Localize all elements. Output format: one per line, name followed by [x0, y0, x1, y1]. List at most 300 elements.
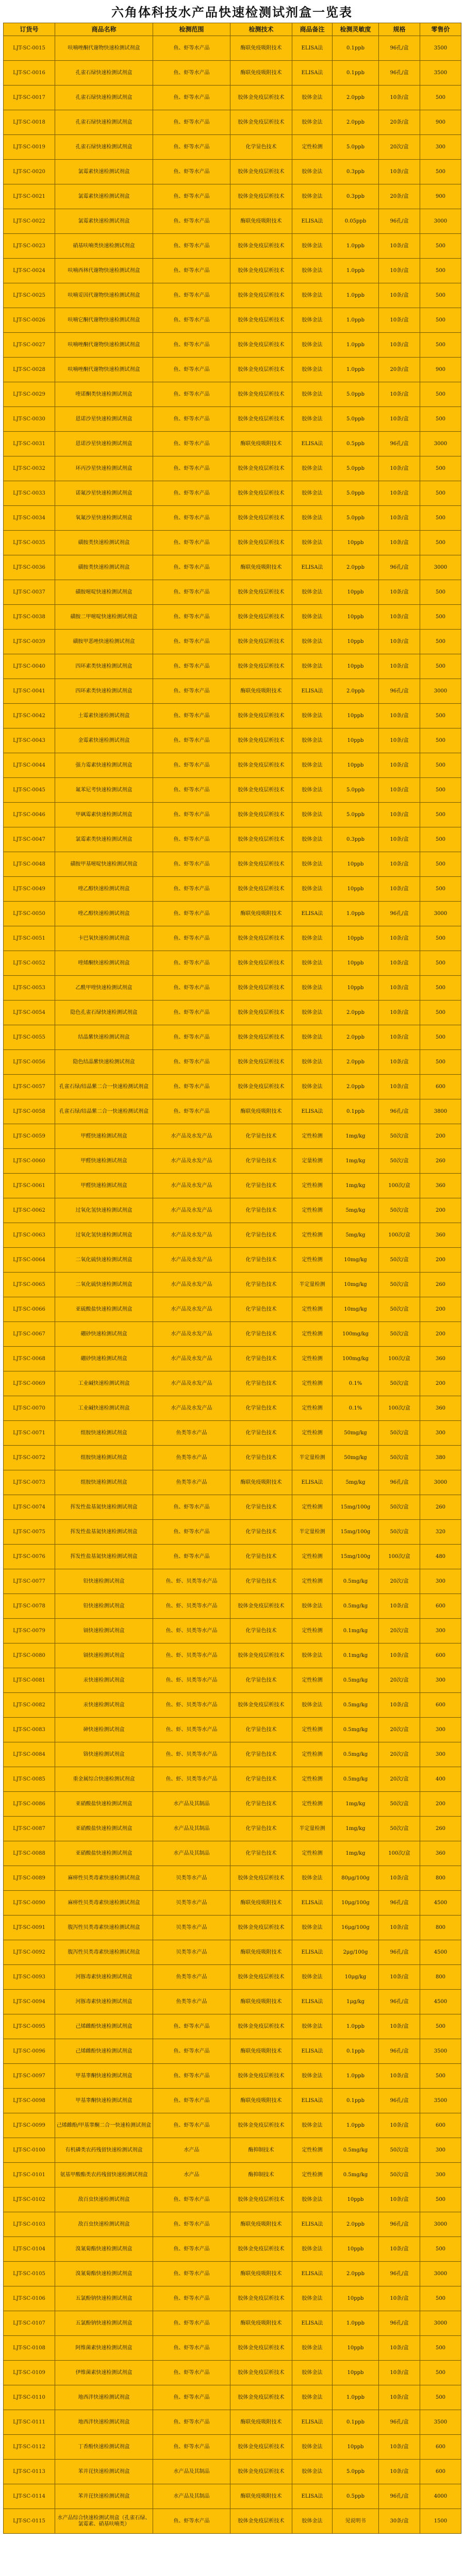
cell-product-name: 水产品综合快速检测试剂盒（孔雀石绿、氯霉素、硝基呋喃类） [55, 2509, 153, 2534]
cell-product-note: ELISA法 [292, 1470, 333, 1495]
cell-product-note: 胶体金法 [292, 728, 333, 753]
table-row [4, 1223, 461, 1248]
cell-product-name: 甲基睾酮快速检测试剂盒 [55, 2089, 153, 2113]
cell-detection-range: 鱼、虾、贝类等水产品 [153, 1718, 230, 1742]
cell-retail-price: 500 [420, 308, 461, 333]
cell-retail-price: 300 [420, 1569, 461, 1594]
table-row [4, 1545, 461, 1569]
cell-product-note: 胶体金法 [292, 976, 333, 1001]
cell-detection-technique: 胶体金免疫层析技术 [230, 728, 292, 753]
cell-sensitivity: 10ppb [333, 852, 379, 877]
cell-product-name: 磺胺类快速检测试剂盒 [55, 531, 153, 555]
cell-specification: 96孔/盒 [379, 2311, 420, 2336]
cell-product-name: 五氯酚钠快速检测试剂盒 [55, 2286, 153, 2311]
header-product-note: 商品备注 [292, 23, 333, 36]
cell-product-note: 胶体金法 [292, 2286, 333, 2311]
cell-specification: 96孔/盒 [379, 2410, 420, 2435]
cell-detection-technique: 胶体金免疫层析技术 [230, 382, 292, 407]
table-row [4, 1396, 461, 1421]
cell-retail-price: 360 [420, 1841, 461, 1866]
cell-detection-range: 鱼、虾等水产品 [153, 2435, 230, 2460]
cell-sensitivity: 10μg/100g [333, 1891, 379, 1916]
cell-order-number: LJT-SC-0079 [4, 1619, 55, 1643]
cell-product-name: 组胺快速检测试剂盒 [55, 1446, 153, 1470]
cell-detection-technique: 酶联免疫吸附技术 [230, 2089, 292, 2113]
cell-detection-range: 鱼、虾等水产品 [153, 1050, 230, 1075]
cell-order-number: LJT-SC-0111 [4, 2410, 55, 2435]
cell-retail-price: 300 [420, 135, 461, 160]
cell-order-number: LJT-SC-0024 [4, 259, 55, 283]
cell-specification: 30条/盒 [379, 2509, 420, 2534]
cell-product-name: 氯霉素快速检测试剂盒 [55, 160, 153, 184]
cell-sensitivity: 10ppb [333, 2286, 379, 2311]
cell-detection-technique: 酶联免疫吸附技术 [230, 1470, 292, 1495]
cell-product-note: 胶体金法 [292, 1643, 333, 1668]
cell-specification: 50次/盒 [379, 1817, 420, 1841]
cell-specification: 50次/盒 [379, 1792, 420, 1817]
cell-sensitivity: 0.1% [333, 1371, 379, 1396]
cell-detection-range: 鱼、虾等水产品 [153, 877, 230, 902]
cell-order-number: LJT-SC-0101 [4, 2163, 55, 2188]
cell-order-number: LJT-SC-0073 [4, 1470, 55, 1495]
cell-product-name: 环丙沙星快速检测试剂盒 [55, 456, 153, 481]
cell-retail-price: 3000 [420, 2212, 461, 2237]
cell-retail-price: 260 [420, 1149, 461, 1174]
cell-product-name: 组胺快速检测试剂盒 [55, 1421, 153, 1446]
cell-detection-technique: 化学显色技术 [230, 1792, 292, 1817]
cell-retail-price: 600 [420, 1075, 461, 1099]
table-row [4, 2188, 461, 2212]
cell-order-number: LJT-SC-0040 [4, 654, 55, 679]
cell-sensitivity: 1mg/kg [333, 1174, 379, 1198]
cell-detection-range: 鱼、虾等水产品 [153, 432, 230, 456]
cell-sensitivity: 10ppb [333, 605, 379, 630]
cell-detection-range: 鱼类等水产品 [153, 1990, 230, 2014]
table-row [4, 976, 461, 1001]
cell-order-number: LJT-SC-0105 [4, 2262, 55, 2286]
cell-product-name: 挥发性盐基氮快速检测试剂盒 [55, 1495, 153, 1520]
table-row [4, 2163, 461, 2188]
cell-retail-price: 500 [420, 654, 461, 679]
cell-sensitivity: 5.0ppb [333, 506, 379, 531]
cell-detection-range: 鱼、虾等水产品 [153, 209, 230, 234]
cell-product-name: 铬快速检测试剂盒 [55, 1742, 153, 1767]
cell-sensitivity: 0.5mg/kg [333, 1569, 379, 1594]
cell-sensitivity: 见说明书 [333, 2509, 379, 2534]
cell-specification: 10条/盒 [379, 704, 420, 728]
cell-retail-price: 500 [420, 1001, 461, 1025]
table-row [4, 382, 461, 407]
cell-retail-price: 500 [420, 86, 461, 110]
cell-detection-technique: 酶联免疫吸附技术 [230, 679, 292, 704]
cell-sensitivity: 10ppb [333, 2336, 379, 2361]
cell-retail-price: 900 [420, 358, 461, 382]
cell-sensitivity: 0.5mg/kg [333, 2138, 379, 2163]
table-row [4, 2212, 461, 2237]
cell-sensitivity: 10ppb [333, 753, 379, 778]
cell-specification: 100次/盒 [379, 1545, 420, 1569]
table-row [4, 679, 461, 704]
table-row [4, 1866, 461, 1891]
cell-detection-technique: 胶体金免疫层析技术 [230, 283, 292, 308]
cell-sensitivity: 1μg/kg [333, 1990, 379, 2014]
cell-retail-price: 800 [420, 1916, 461, 1940]
cell-product-note: 胶体金法 [292, 1916, 333, 1940]
cell-order-number: LJT-SC-0068 [4, 1347, 55, 1371]
cell-product-note: ELISA法 [292, 679, 333, 704]
cell-product-name: 呋喃唑酮代谢物快速检测试剂盒 [55, 358, 153, 382]
cell-retail-price: 500 [420, 2188, 461, 2212]
cell-sensitivity: 10ppb [333, 877, 379, 902]
cell-sensitivity: 2.0ppb [333, 1050, 379, 1075]
cell-retail-price: 3000 [420, 2311, 461, 2336]
cell-detection-range: 鱼、虾等水产品 [153, 184, 230, 209]
header-detection-range: 检测范围 [153, 23, 230, 36]
cell-retail-price: 500 [420, 283, 461, 308]
cell-retail-price: 500 [420, 778, 461, 803]
cell-detection-range: 鱼、虾等水产品 [153, 1025, 230, 1050]
cell-detection-technique: 胶体金免疫层析技术 [230, 2014, 292, 2039]
cell-retail-price: 1500 [420, 2509, 461, 2534]
cell-retail-price: 600 [420, 1693, 461, 1718]
cell-detection-technique: 酶联免疫吸附技术 [230, 2212, 292, 2237]
cell-specification: 20次/盒 [379, 1668, 420, 1693]
table-row [4, 704, 461, 728]
cell-retail-price: 4000 [420, 2484, 461, 2509]
cell-detection-technique: 化学显色技术 [230, 1817, 292, 1841]
cell-product-note: 胶体金法 [292, 1001, 333, 1025]
cell-retail-price: 900 [420, 110, 461, 135]
cell-order-number: LJT-SC-0031 [4, 432, 55, 456]
cell-specification: 96孔/盒 [379, 679, 420, 704]
cell-order-number: LJT-SC-0093 [4, 1965, 55, 1990]
cell-detection-technique: 胶体金免疫层析技术 [230, 2460, 292, 2484]
cell-specification: 10条/盒 [379, 481, 420, 506]
cell-detection-range: 鱼、虾等水产品 [153, 827, 230, 852]
cell-retail-price: 200 [420, 1297, 461, 1322]
cell-detection-range: 鱼、虾等水产品 [153, 481, 230, 506]
cell-retail-price: 360 [420, 1223, 461, 1248]
cell-product-name: 过氧化氢快速检测试剂盒 [55, 1198, 153, 1223]
cell-product-name: 金霉素快速检测试剂盒 [55, 728, 153, 753]
cell-retail-price: 500 [420, 803, 461, 827]
cell-product-note: 胶体金法 [292, 1965, 333, 1990]
table-row [4, 1940, 461, 1965]
cell-retail-price: 3500 [420, 36, 461, 61]
cell-detection-range: 鱼、虾等水产品 [153, 679, 230, 704]
cell-detection-technique: 化学显色技术 [230, 1149, 292, 1174]
cell-specification: 100次/盒 [379, 1841, 420, 1866]
table-row [4, 1446, 461, 1470]
cell-order-number: LJT-SC-0044 [4, 753, 55, 778]
table-row [4, 852, 461, 877]
cell-retail-price: 3000 [420, 902, 461, 926]
cell-specification: 20次/盒 [379, 1742, 420, 1767]
cell-product-name: 丁香酚快速检测试剂盒 [55, 2435, 153, 2460]
cell-specification: 96孔/盒 [379, 1990, 420, 2014]
cell-product-name: 己烯雌酚快速检测试剂盒 [55, 2039, 153, 2064]
cell-product-name: 甲基睾酮快速检测试剂盒 [55, 2064, 153, 2089]
table-row [4, 184, 461, 209]
table-row [4, 1990, 461, 2014]
cell-detection-technique: 化学显色技术 [230, 1495, 292, 1520]
cell-product-name: 地西泮快速检测试剂盒 [55, 2385, 153, 2410]
cell-detection-range: 水产品及水发产品 [153, 1248, 230, 1273]
cell-retail-price: 300 [420, 2163, 461, 2188]
cell-product-note: 胶体金法 [292, 481, 333, 506]
cell-specification: 10条/盒 [379, 827, 420, 852]
cell-detection-range: 鱼、虾、贝类等水产品 [153, 1643, 230, 1668]
cell-detection-range: 鱼、虾等水产品 [153, 407, 230, 432]
cell-product-note: 胶体金法 [292, 333, 333, 358]
table-row [4, 1297, 461, 1322]
table-row [4, 358, 461, 382]
cell-product-note: 定性检测 [292, 1569, 333, 1594]
cell-detection-range: 鱼、虾等水产品 [153, 283, 230, 308]
cell-detection-technique: 胶体金免疫层析技术 [230, 976, 292, 1001]
cell-detection-technique: 化学显色技术 [230, 1198, 292, 1223]
cell-detection-technique: 化学显色技术 [230, 1371, 292, 1396]
cell-detection-technique: 胶体金免疫层析技术 [230, 654, 292, 679]
cell-product-note: 定性检测 [292, 1248, 333, 1273]
table-header-row [4, 23, 461, 36]
cell-product-note: 胶体金法 [292, 1866, 333, 1891]
cell-product-name: 过氧化氢快速检测试剂盒 [55, 1223, 153, 1248]
cell-order-number: LJT-SC-0082 [4, 1693, 55, 1718]
cell-detection-range: 鱼、虾、贝类等水产品 [153, 1767, 230, 1792]
cell-order-number: LJT-SC-0070 [4, 1396, 55, 1421]
cell-product-name: 二氧化硫快速检测试剂盒 [55, 1273, 153, 1297]
cell-order-number: LJT-SC-0065 [4, 1273, 55, 1297]
cell-product-note: ELISA法 [292, 1990, 333, 2014]
cell-retail-price: 500 [420, 852, 461, 877]
cell-product-name: 诺氟沙星快速检测试剂盒 [55, 481, 153, 506]
cell-sensitivity: 50mg/kg [333, 1446, 379, 1470]
cell-detection-range: 水产品 [153, 2163, 230, 2188]
cell-detection-technique: 胶体金免疫层析技术 [230, 852, 292, 877]
cell-detection-range: 鱼、虾等水产品 [153, 1075, 230, 1099]
cell-sensitivity: 50mg/kg [333, 1421, 379, 1446]
cell-detection-technique: 胶体金免疫层析技术 [230, 803, 292, 827]
cell-product-note: 半定量检测 [292, 1273, 333, 1297]
cell-specification: 10条/盒 [379, 308, 420, 333]
cell-specification: 50次/盒 [379, 1248, 420, 1273]
cell-specification: 10条/盒 [379, 2385, 420, 2410]
cell-retail-price: 500 [420, 531, 461, 555]
cell-product-note: 胶体金法 [292, 1594, 333, 1619]
cell-product-name: 工业碱快速检测试剂盒 [55, 1371, 153, 1396]
table-row [4, 555, 461, 580]
cell-sensitivity: 5.0ppb [333, 778, 379, 803]
table-row [4, 61, 461, 86]
cell-order-number: LJT-SC-0059 [4, 1124, 55, 1149]
cell-sensitivity: 5.0ppb [333, 2460, 379, 2484]
cell-product-name: 镉快速检测试剂盒 [55, 1619, 153, 1643]
table-row [4, 951, 461, 976]
cell-order-number: LJT-SC-0090 [4, 1891, 55, 1916]
cell-specification: 50次/盒 [379, 2138, 420, 2163]
cell-sensitivity: 2.0ppb [333, 86, 379, 110]
table-row [4, 2014, 461, 2039]
cell-specification: 10条/盒 [379, 630, 420, 654]
cell-detection-range: 鱼、虾等水产品 [153, 2064, 230, 2089]
cell-product-name: 敌百虫快速检测试剂盒 [55, 2188, 153, 2212]
cell-order-number: LJT-SC-0096 [4, 2039, 55, 2064]
cell-specification: 100次/盒 [379, 1347, 420, 1371]
cell-detection-range: 鱼、虾、贝类等水产品 [153, 1619, 230, 1643]
cell-product-note: 胶体金法 [292, 308, 333, 333]
cell-sensitivity: 15mg/100g [333, 1495, 379, 1520]
cell-retail-price: 300 [420, 1421, 461, 1446]
cell-product-note: ELISA法 [292, 2089, 333, 2113]
cell-order-number: LJT-SC-0089 [4, 1866, 55, 1891]
cell-sensitivity: 1.0ppb [333, 2064, 379, 2089]
cell-order-number: LJT-SC-0046 [4, 803, 55, 827]
cell-detection-technique: 胶体金免疫层析技术 [230, 2113, 292, 2138]
cell-specification: 10条/盒 [379, 1693, 420, 1718]
cell-order-number: LJT-SC-0053 [4, 976, 55, 1001]
cell-detection-technique: 酶联免疫吸附技术 [230, 61, 292, 86]
cell-retail-price: 500 [420, 2361, 461, 2385]
cell-detection-technique: 胶体金免疫层析技术 [230, 580, 292, 605]
table-row [4, 1718, 461, 1742]
cell-retail-price: 400 [420, 1767, 461, 1792]
cell-retail-price: 260 [420, 1817, 461, 1841]
cell-order-number: LJT-SC-0098 [4, 2089, 55, 2113]
table-row [4, 506, 461, 531]
cell-sensitivity: 1mg/kg [333, 1792, 379, 1817]
cell-order-number: LJT-SC-0028 [4, 358, 55, 382]
cell-product-note: ELISA法 [292, 36, 333, 61]
cell-order-number: LJT-SC-0102 [4, 2188, 55, 2212]
cell-detection-technique: 胶体金免疫层析技术 [230, 2509, 292, 2534]
cell-detection-technique: 化学显色技术 [230, 1421, 292, 1446]
cell-order-number: LJT-SC-0104 [4, 2237, 55, 2262]
cell-sensitivity: 2.0ppb [333, 555, 379, 580]
cell-retail-price: 380 [420, 1446, 461, 1470]
cell-detection-range: 水产品及水发产品 [153, 1198, 230, 1223]
cell-specification: 20次/盒 [379, 135, 420, 160]
cell-product-note: 胶体金法 [292, 2188, 333, 2212]
cell-sensitivity: 5.0ppb [333, 481, 379, 506]
cell-detection-technique: 胶体金免疫层析技术 [230, 1693, 292, 1718]
cell-specification: 96孔/盒 [379, 2262, 420, 2286]
table-row [4, 1149, 461, 1174]
cell-specification: 50次/盒 [379, 1124, 420, 1149]
cell-specification: 10条/盒 [379, 2361, 420, 2385]
cell-specification: 20次/盒 [379, 1767, 420, 1792]
cell-order-number: LJT-SC-0025 [4, 283, 55, 308]
cell-order-number: LJT-SC-0080 [4, 1643, 55, 1668]
cell-product-name: 土霉素快速检测试剂盒 [55, 704, 153, 728]
cell-retail-price: 500 [420, 160, 461, 184]
cell-retail-price: 300 [420, 1668, 461, 1693]
cell-specification: 10条/盒 [379, 2460, 420, 2484]
cell-product-note: 半定量检测 [292, 1446, 333, 1470]
cell-product-name: 挥发性盐基氮快速检测试剂盒 [55, 1545, 153, 1569]
cell-product-note: 定性检测 [292, 1495, 333, 1520]
cell-order-number: LJT-SC-0027 [4, 333, 55, 358]
cell-order-number: LJT-SC-0023 [4, 234, 55, 259]
table-row [4, 432, 461, 456]
cell-order-number: LJT-SC-0029 [4, 382, 55, 407]
table-row [4, 1347, 461, 1371]
cell-detection-technique: 化学显色技术 [230, 1841, 292, 1866]
header-order-number: 订货号 [4, 23, 55, 36]
cell-detection-technique: 化学显色技术 [230, 1569, 292, 1594]
cell-detection-technique: 酶抑制技术 [230, 2163, 292, 2188]
cell-specification: 10条/盒 [379, 333, 420, 358]
table-row [4, 1001, 461, 1025]
cell-order-number: LJT-SC-0060 [4, 1149, 55, 1174]
cell-detection-technique: 胶体金免疫层析技术 [230, 1916, 292, 1940]
cell-detection-range: 鱼、虾等水产品 [153, 2410, 230, 2435]
cell-retail-price: 3500 [420, 61, 461, 86]
cell-retail-price: 3500 [420, 2039, 461, 2064]
cell-detection-technique: 胶体金免疫层析技术 [230, 2237, 292, 2262]
cell-sensitivity: 10ppb [333, 728, 379, 753]
table-row [4, 1742, 461, 1767]
cell-sensitivity: 80μg/100g [333, 1866, 379, 1891]
cell-product-name: 甲醛快速检测试剂盒 [55, 1124, 153, 1149]
cell-detection-range: 鱼、虾等水产品 [153, 1495, 230, 1520]
cell-specification: 50次/盒 [379, 1149, 420, 1174]
cell-detection-technique: 胶体金免疫层析技术 [230, 358, 292, 382]
cell-product-name: 强力霉素快速检测试剂盒 [55, 753, 153, 778]
cell-detection-range: 鱼、虾等水产品 [153, 531, 230, 555]
table-row [4, 456, 461, 481]
cell-product-note: 胶体金法 [292, 1693, 333, 1718]
cell-detection-range: 鱼、虾等水产品 [153, 135, 230, 160]
cell-product-name: 汞快速检测试剂盒 [55, 1693, 153, 1718]
cell-detection-technique: 胶体金免疫层析技术 [230, 1050, 292, 1075]
cell-product-note: 胶体金法 [292, 531, 333, 555]
table-row [4, 2460, 461, 2484]
cell-product-note: 胶体金法 [292, 827, 333, 852]
cell-product-note: 胶体金法 [292, 2014, 333, 2039]
cell-product-name: 喹乙醇快速检测试剂盒 [55, 877, 153, 902]
cell-product-note: 胶体金法 [292, 803, 333, 827]
cell-detection-range: 鱼、虾等水产品 [153, 2237, 230, 2262]
cell-detection-range: 鱼、虾等水产品 [153, 2014, 230, 2039]
cell-detection-technique: 胶体金免疫层析技术 [230, 2361, 292, 2385]
cell-retail-price: 500 [420, 728, 461, 753]
cell-product-note: 胶体金法 [292, 259, 333, 283]
cell-detection-range: 鱼、虾等水产品 [153, 2188, 230, 2212]
cell-sensitivity: 0.1ppb [333, 2039, 379, 2064]
cell-product-note: 胶体金法 [292, 1075, 333, 1099]
cell-sensitivity: 0.1% [333, 1396, 379, 1421]
cell-retail-price: 200 [420, 1198, 461, 1223]
cell-product-note: ELISA法 [292, 2262, 333, 2286]
cell-detection-range: 鱼、虾、贝类等水产品 [153, 1594, 230, 1619]
cell-detection-technique: 胶体金免疫层析技术 [230, 2385, 292, 2410]
cell-detection-technique: 胶体金免疫层析技术 [230, 605, 292, 630]
cell-product-note: 胶体金法 [292, 358, 333, 382]
cell-order-number: LJT-SC-0074 [4, 1495, 55, 1520]
cell-detection-range: 鱼、虾等水产品 [153, 308, 230, 333]
cell-retail-price: 360 [420, 1396, 461, 1421]
cell-retail-price: 500 [420, 456, 461, 481]
cell-product-name: 喹诺酮类快速检测试剂盒 [55, 382, 153, 407]
table-row [4, 630, 461, 654]
cell-sensitivity: 10ppb [333, 630, 379, 654]
cell-retail-price: 800 [420, 1965, 461, 1990]
cell-detection-range: 鱼、虾等水产品 [153, 382, 230, 407]
cell-detection-technique: 胶体金免疫层析技术 [230, 333, 292, 358]
header-retail-price: 零售价 [420, 23, 461, 36]
cell-product-name: 磺胺甲恶唑快速检测试剂盒 [55, 630, 153, 654]
